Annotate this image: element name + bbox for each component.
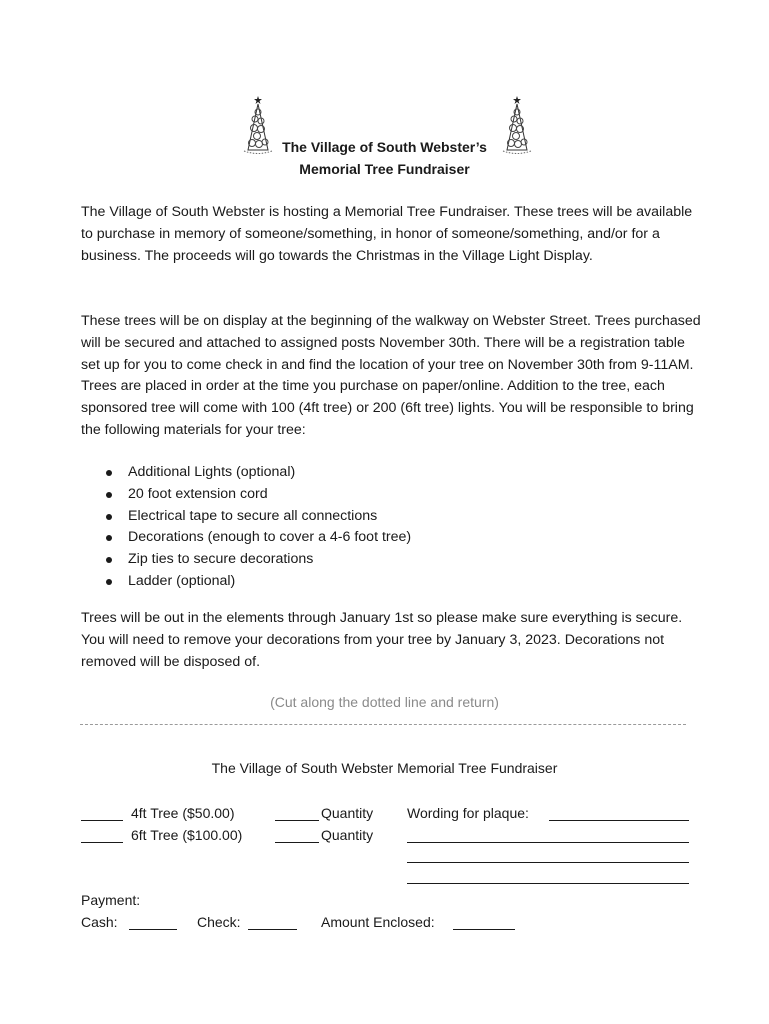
intro-paragraph: The Village of South Webster is hosting a Memorial Tree Fundraiser. These trees will be available to purchase in memory of someone/something, in honor of someone/something, and/or for a business. The proceeds will go towards the Christmas in the Village Light Display. (81, 204, 693, 264)
list-item (81, 506, 411, 528)
list-item-text: Electrical tape to secure all connections (128, 507, 378, 524)
bullet-icon (106, 470, 112, 476)
tree-4ft-count-blank[interactable] (81, 820, 123, 821)
amount-enclosed-label: Amount Enclosed: (321, 914, 435, 930)
list-item-text: Zip ties to secure decorations (128, 551, 314, 568)
payment-label: Payment: (81, 892, 141, 908)
tree-6ft-count-blank[interactable] (81, 842, 123, 843)
cut-instruction: (Cut along the dotted line and return) (270, 694, 499, 710)
amount-enclosed-blank[interactable] (453, 929, 515, 930)
tree-6ft-quantity-blank[interactable] (275, 842, 319, 843)
plaque-wording-line[interactable] (549, 820, 689, 821)
wording-label: Wording for plaque: (407, 805, 529, 821)
dotted-cut-line (80, 724, 686, 725)
plaque-wording-line[interactable] (407, 842, 689, 843)
tree-4ft-quantity-blank[interactable] (275, 820, 319, 821)
list-item (81, 462, 411, 484)
bullet-icon (106, 557, 112, 563)
materials-list (81, 462, 411, 593)
tree-6ft-label: 6ft Tree ($100.00) (131, 827, 243, 843)
tree-4ft-label: 4ft Tree ($50.00) (131, 805, 235, 821)
bullet-icon (106, 492, 112, 498)
list-item-text: Ladder (optional) (128, 572, 236, 589)
list-item-text: Decorations (enough to cover a 4-6 foot tree) (128, 529, 412, 546)
disposal-paragraph: Trees will be out in the elements through January 1st so please make sure everything is secure. You will need to remove your decorations from your tree by January 3, 2023. Decorations not removed will be disposed of. (81, 610, 683, 670)
quantity-label: Quantity (321, 827, 374, 843)
list-item (81, 549, 411, 571)
title-line-1: The Village of South Webster’s (282, 139, 487, 155)
check-label: Check: (197, 914, 241, 930)
form-title: The Village of South Webster Memorial Tree Fundraiser (211, 760, 558, 776)
list-item (81, 527, 411, 549)
title-line-2: Memorial Tree Fundraiser (299, 161, 470, 177)
bullet-icon (106, 514, 112, 520)
quantity-label: Quantity (321, 805, 374, 821)
cash-label: Cash: (81, 914, 118, 930)
list-item-text: Additional Lights (optional) (128, 464, 296, 480)
plaque-wording-line[interactable] (407, 862, 689, 863)
check-blank[interactable] (248, 929, 297, 930)
plaque-wording-line[interactable] (407, 883, 689, 884)
list-item (81, 571, 411, 593)
bullet-icon (106, 579, 112, 585)
document-title (0, 136, 769, 180)
bullet-icon (106, 535, 112, 541)
list-item (81, 484, 411, 506)
display-details-paragraph: These trees will be on display at the beginning of the walkway on Webster Street. Trees purchased will be secured and attached to assigned posts November 30th. There will be a registration table set up for you to come check in and find the location of your tree on November 30th from 9-11AM. Trees are placed in order at the time you purchase on paper/online. Addition to the tree, each sponsored tree will come with 100 (4ft tree) or 200 (6ft tree) lights. You will be responsible to bring the following materials for your tree: (81, 313, 701, 438)
list-item-text: 20 foot extension cord (128, 485, 268, 502)
cash-blank[interactable] (129, 929, 177, 930)
